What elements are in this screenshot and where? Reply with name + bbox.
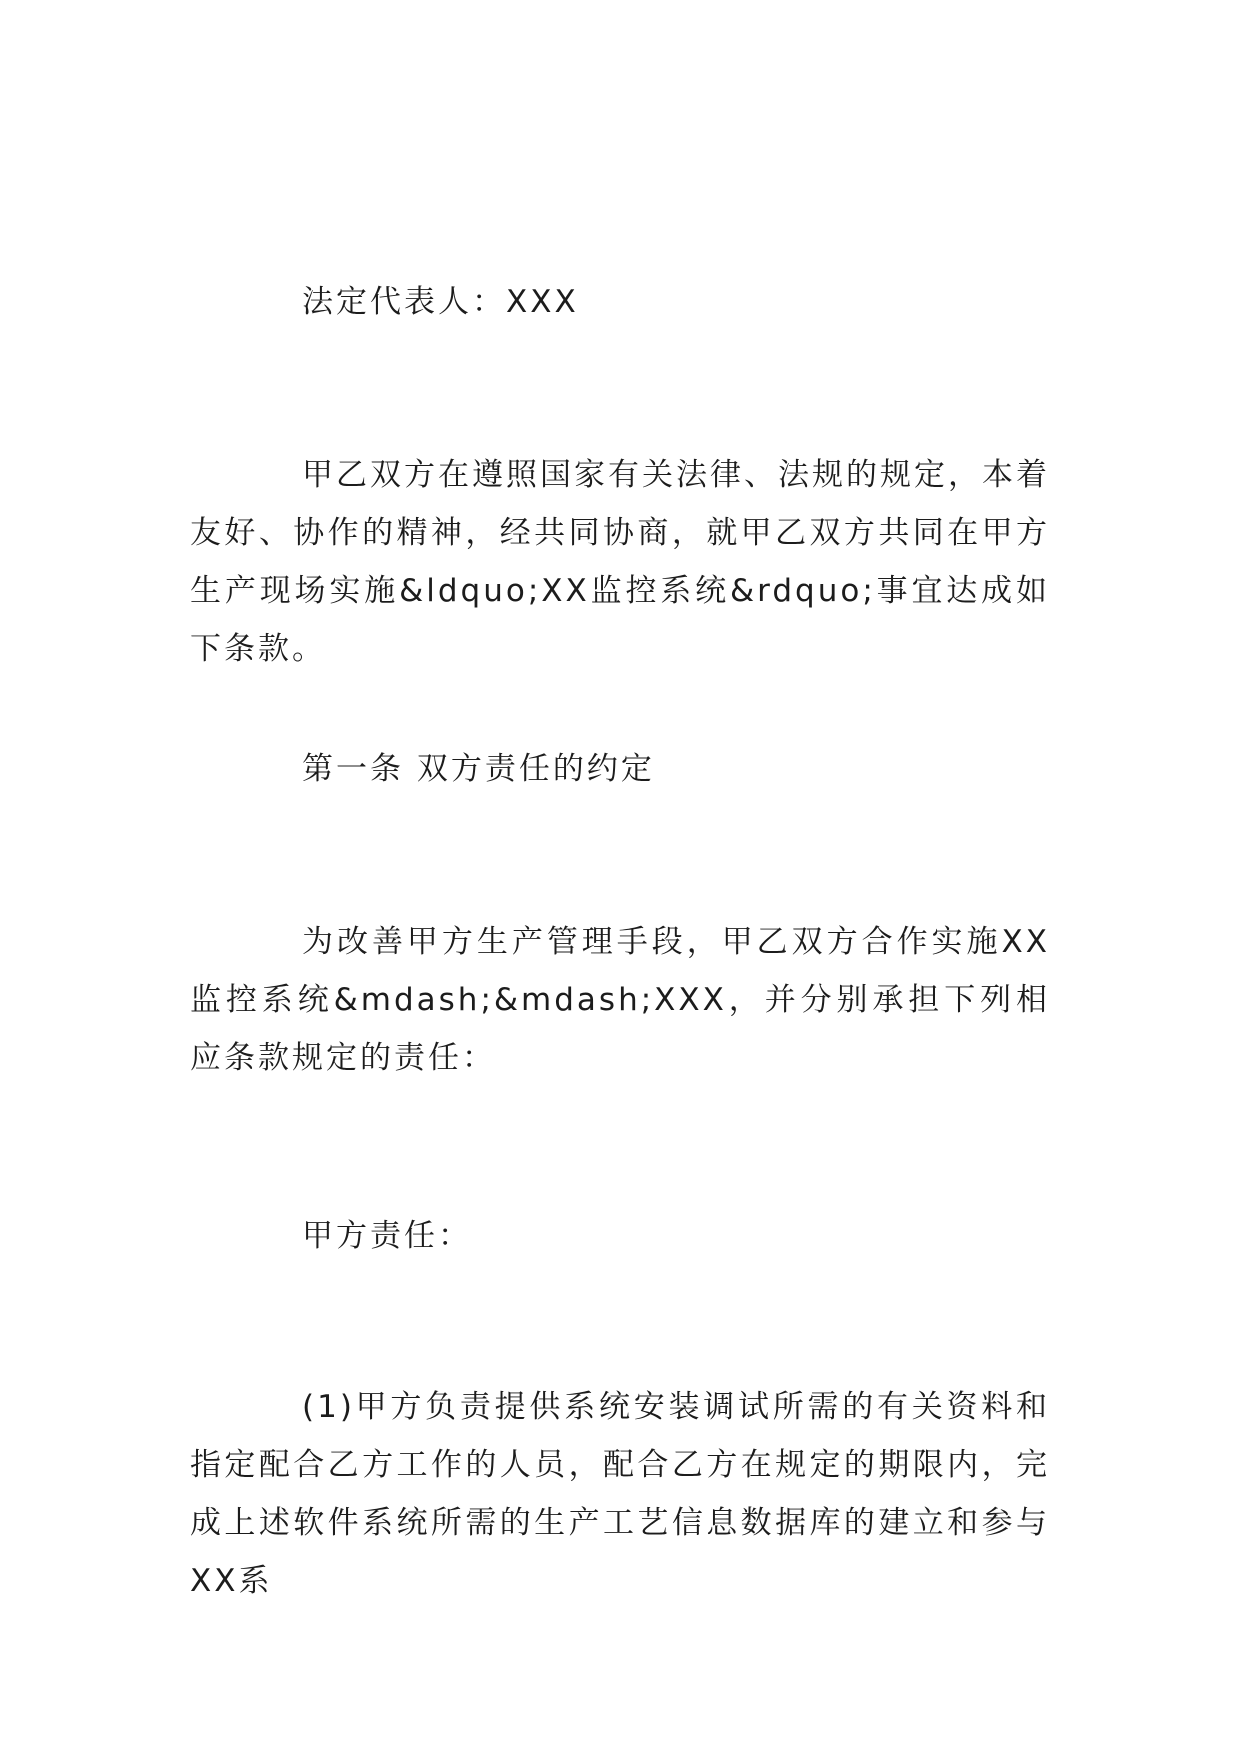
party-a-responsibility-heading: 甲方责任： — [302, 1218, 472, 1254]
article-one-heading: 第一条 双方责任的约定 — [302, 751, 655, 787]
article-one-intro-paragraph: 为改善甲方生产管理手段，甲乙双方合作实施XX监控系统&mdash;&mdash;XXX，并分别承担下列相应条款规定的责任： — [190, 924, 1050, 1076]
preamble-paragraph: 甲乙双方在遵照国家有关法律、法规的规定，本着友好、协作的精神，经共同协商，就甲乙双方共同在甲方生产现场实施&ldquo;XX监控系统&rdquo;事宜达成如下条款。 — [190, 457, 1050, 667]
legal-representative-line: 法定代表人：XXX — [302, 284, 579, 320]
party-a-responsibility-item-1: (1)甲方负责提供系统安装调试所需的有关资料和指定配合乙方工作的人员，配合乙方在规定的期限内，完成上述软件系统所需的生产工艺信息数据库的建立和参与XX系 — [190, 1389, 1050, 1599]
